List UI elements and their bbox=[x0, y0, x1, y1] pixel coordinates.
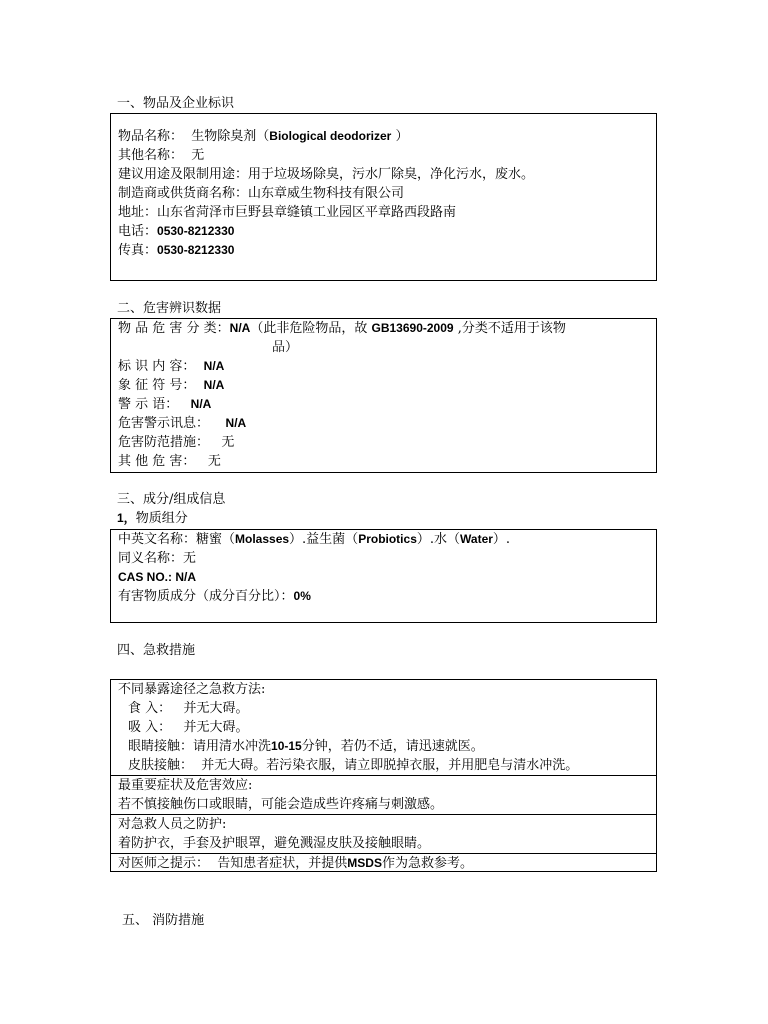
eye-contact-text2: 分钟，若仍不适，请迅速就医。 bbox=[301, 739, 484, 754]
hazard-class-text2: ,分类不适用于该物 bbox=[457, 321, 566, 336]
hazardous-content-value: 0% bbox=[293, 589, 311, 603]
fax-value: 0530-8212330 bbox=[157, 243, 235, 257]
address-line: 地址：山东省菏泽市巨野县章缝镇工业园区平章路西段路南 bbox=[118, 205, 457, 220]
hazard-class-label: 物 品 危 害 分 类： bbox=[118, 321, 230, 336]
eye-contact-line bbox=[111, 737, 656, 756]
section-1-heading: 一、物品及企业标识 bbox=[117, 96, 235, 111]
ingredient-sep-2: ）.水（ bbox=[416, 532, 461, 547]
ingredient-sep-1: ）.益生菌（ bbox=[289, 532, 359, 547]
substance-subheading bbox=[117, 509, 188, 528]
doctor-note-text2: 作为急救参考。 bbox=[381, 856, 473, 871]
exposure-methods-title: 不同暴露途径之急救方法: bbox=[118, 682, 266, 697]
hazard-alert-label: 危害警示讯息： bbox=[118, 416, 210, 431]
ingredient-names-label: 中英文名称：糖蜜（ bbox=[118, 532, 236, 547]
other-hazard-line bbox=[111, 452, 656, 471]
inhalation-line bbox=[111, 718, 656, 737]
water-name: Water bbox=[460, 532, 493, 546]
section-4-heading: 四、急救措施 bbox=[117, 643, 196, 658]
eye-contact-minutes: 10-15 bbox=[271, 739, 302, 753]
skin-contact-line bbox=[111, 756, 656, 775]
rescuer-protection-title: 对急救人员之防护: bbox=[118, 817, 227, 832]
product-name-label: 物品名称： bbox=[118, 129, 184, 144]
composition-box bbox=[110, 529, 657, 623]
rescuer-protection-cell bbox=[111, 814, 656, 853]
other-name-value: 无 bbox=[191, 148, 205, 163]
substance-subheading-text: 物质组分 bbox=[135, 511, 188, 526]
hazard-prevention-label: 危害防范措施： bbox=[118, 435, 210, 450]
probiotics-name: Probiotics bbox=[358, 532, 417, 546]
fax-label: 传真： bbox=[118, 243, 158, 258]
symbol-value: N/A bbox=[203, 378, 225, 392]
warning-line bbox=[111, 395, 656, 414]
product-name-line bbox=[111, 127, 656, 146]
doctor-note-label: 对医师之提示： bbox=[118, 856, 210, 871]
hazard-identification-box bbox=[110, 318, 657, 473]
skin-contact-label: 皮肤接触： bbox=[128, 758, 194, 773]
hazard-alert-value: N/A bbox=[225, 416, 247, 430]
hazard-class-code: GB13690-2009 bbox=[371, 321, 454, 335]
doctor-note-text1: 告知患者症状，并提供 bbox=[217, 856, 348, 871]
symbol-line bbox=[111, 376, 656, 395]
doctor-note-msds: MSDS bbox=[347, 856, 382, 870]
eye-contact-label: 眼睛接触： bbox=[128, 739, 194, 754]
product-identification-box bbox=[110, 113, 657, 281]
maker-line: 制造商或供货商名称：山东章威生物科技有限公司 bbox=[118, 186, 405, 201]
cas-number-line: CAS NO.: N/A bbox=[118, 570, 196, 584]
symbol-label: 象 征 符 号： bbox=[118, 378, 196, 393]
hazard-prevention-line bbox=[111, 433, 656, 452]
fax-line bbox=[111, 241, 656, 260]
phone-line bbox=[111, 222, 656, 241]
symptoms-title: 最重要症状及危害效应: bbox=[118, 778, 253, 793]
warning-value: N/A bbox=[190, 397, 212, 411]
eye-contact-text1: 请用清水冲洗 bbox=[193, 739, 272, 754]
symptoms-cell bbox=[111, 775, 656, 814]
hazardous-content-line bbox=[111, 587, 656, 606]
product-name-en: Biological deodorizer bbox=[269, 129, 392, 143]
section-5-heading: 五、 消防措施 bbox=[122, 913, 205, 928]
first-aid-table bbox=[110, 679, 657, 872]
synonym-line: 同义名称：无 bbox=[118, 551, 197, 566]
product-name-close: ） bbox=[395, 129, 409, 144]
ingestion-line bbox=[111, 699, 656, 718]
skin-contact-value: 并无大碍。若污染衣服，请立即脱掉衣服，并用肥皂与清水冲洗。 bbox=[201, 758, 579, 773]
doctor-note-cell bbox=[111, 853, 656, 873]
other-hazard-label: 其 他 危 害： bbox=[118, 454, 196, 469]
rescuer-protection-text: 着防护衣，手套及护眼罩，避免溅湿皮肤及接触眼睛。 bbox=[118, 836, 431, 851]
phone-label: 电话： bbox=[118, 224, 158, 239]
ingredient-sep-3: ）. bbox=[492, 532, 511, 547]
section-3-heading: 三、成分/组成信息 bbox=[117, 492, 226, 507]
other-hazard-value: 无 bbox=[207, 454, 221, 469]
symptoms-text: 若不慎接触伤口或眼睛，可能会造成些许疼痛与刺激感。 bbox=[118, 797, 444, 812]
hazard-prevention-value: 无 bbox=[221, 435, 235, 450]
ingestion-label: 食 入： bbox=[128, 701, 172, 716]
doctor-note-line bbox=[111, 854, 656, 873]
mark-content-label: 标 识 内 容： bbox=[118, 359, 196, 374]
section-2-heading: 二、危害辨识数据 bbox=[117, 301, 222, 316]
product-name-cn: 生物除臭剂（ bbox=[191, 129, 270, 144]
hazard-class-line bbox=[111, 319, 656, 338]
exposure-methods-cell bbox=[111, 680, 656, 775]
usage-line: 建议用途及限制用途：用于垃圾场除臭，污水厂除臭，净化污水，废水。 bbox=[118, 167, 535, 182]
molasses-name: Molasses bbox=[235, 532, 290, 546]
ingestion-value: 并无大碍。 bbox=[183, 701, 249, 716]
mark-content-value: N/A bbox=[203, 359, 225, 373]
ingredient-names-line bbox=[111, 530, 656, 549]
mark-content-line bbox=[111, 357, 656, 376]
other-name-label: 其他名称： bbox=[118, 148, 184, 163]
inhalation-label: 吸 入： bbox=[128, 720, 172, 735]
warning-label: 警 示 语： bbox=[118, 397, 179, 412]
phone-value: 0530-8212330 bbox=[157, 224, 235, 238]
hazard-class-text1: （此非危险物品，故 bbox=[250, 321, 368, 336]
hazard-class-na: N/A bbox=[229, 321, 251, 335]
hazard-alert-line bbox=[111, 414, 656, 433]
hazardous-content-label: 有害物质成分（成分百分比）： bbox=[118, 589, 294, 604]
substance-subheading-number: 1， bbox=[117, 511, 136, 525]
hazard-class-continued: 品） bbox=[272, 340, 299, 355]
other-name-line bbox=[111, 146, 656, 165]
inhalation-value: 并无大碍。 bbox=[183, 720, 249, 735]
